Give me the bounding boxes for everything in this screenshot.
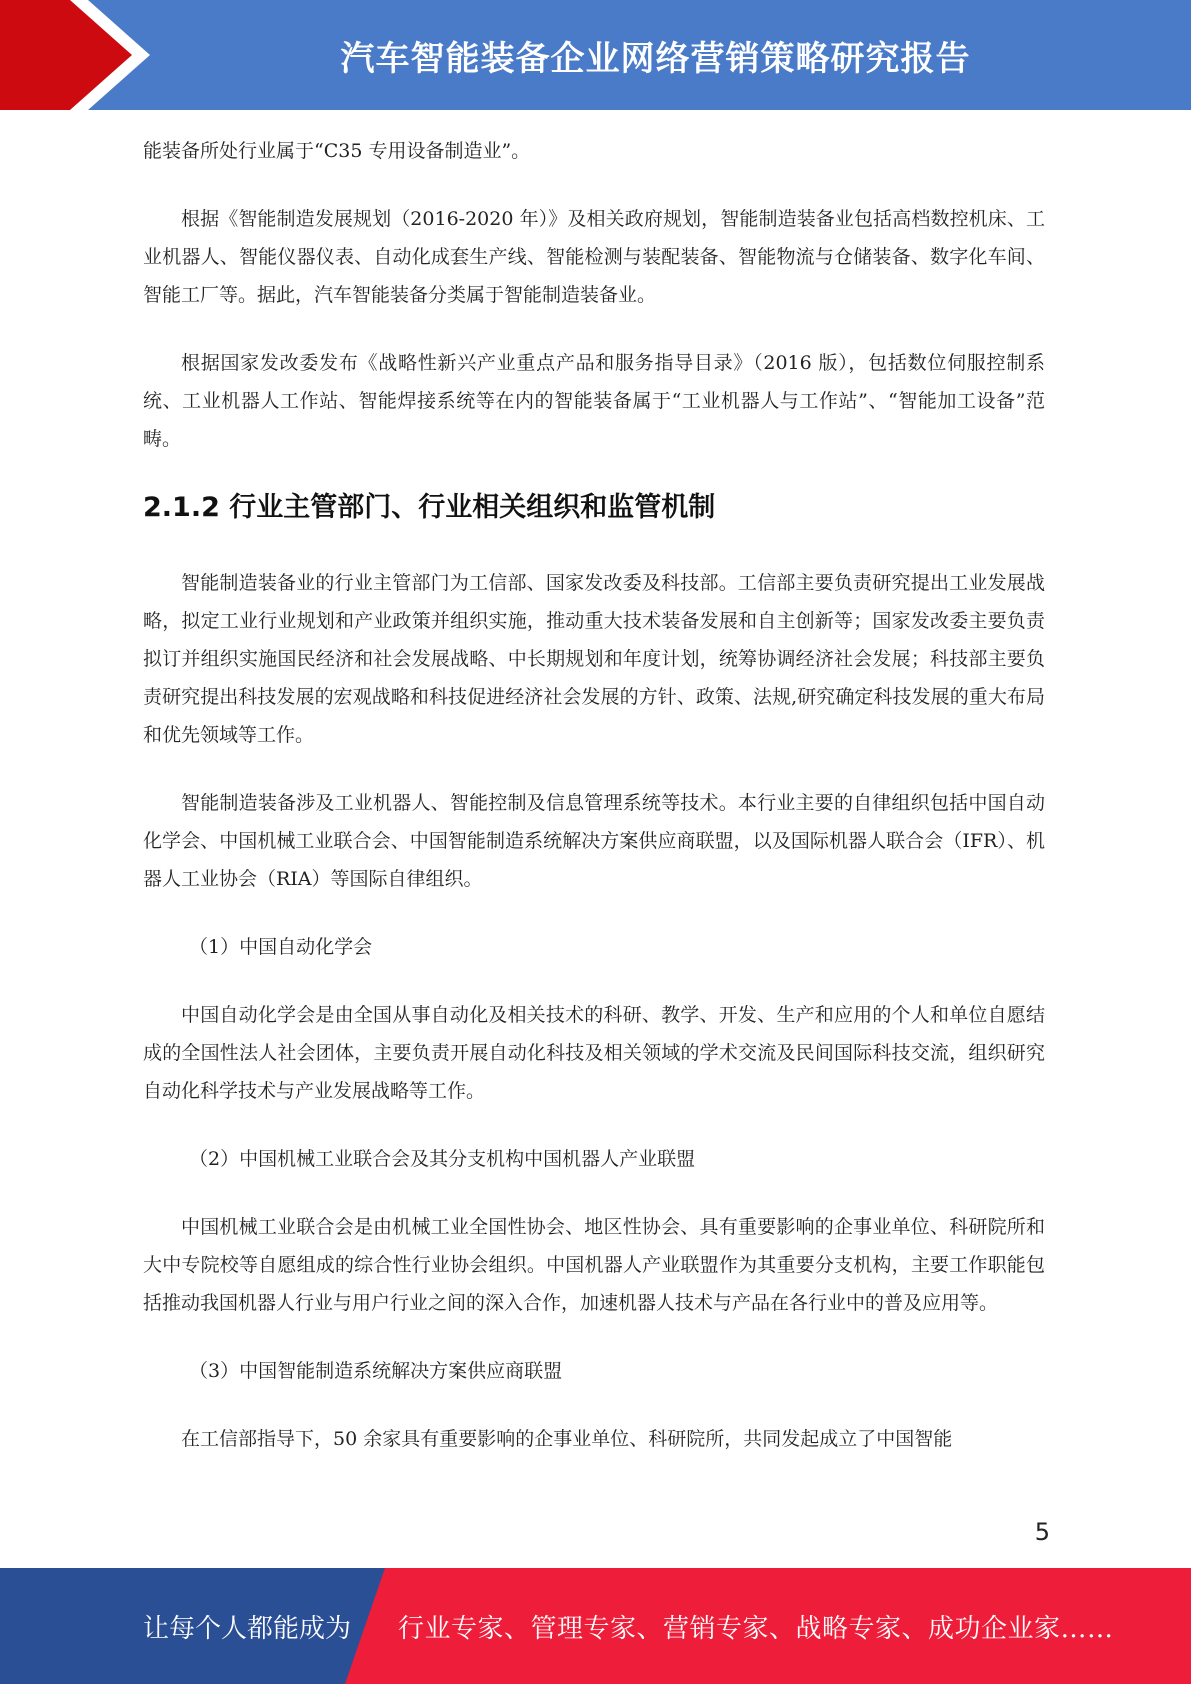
- paragraph-7: 中国机械工业联合会是由机械工业全国性协会、地区性协会、具有重要影响的企事业单位、科研院所和大中专院校等自愿组成的综合性行业协会组织。中国机器人产业联盟作为其重要分支机构，主要工作职能包括推动我国机器人行业与用户行业之间的深入合作，加速机器人技术与产品在各行业中的普及应用等。: [143, 1216, 1045, 1314]
- footer-slogan-left: 让每个人都能成为: [143, 1613, 352, 1644]
- report-title: 汽车智能装备企业网络营销策略研究报告: [340, 38, 971, 79]
- document-body: [143, 132, 1045, 1488]
- section-heading: 2.1.2 行业主管部门、行业相关组织和监管机制: [143, 492, 716, 523]
- paragraph-5: 智能制造装备涉及工业机器人、智能控制及信息管理系统等技术。本行业主要的自律组织包括中国自动化学会、中国机械工业联合会、中国智能制造系统解决方案供应商联盟，以及国际机器人联合会（IFR）、机器人工业协会（RIA）等国际自律组织。: [143, 792, 1045, 890]
- paragraph-1: 能装备所处行业属于“C35 专用设备制造业”。: [143, 140, 531, 162]
- paragraph-2: 根据《智能制造发展规划（2016-2020 年）》及相关政府规划，智能制造装备业包括高档数控机床、工业机器人、智能仪器仪表、自动化成套生产线、智能检测与装配装备、智能物流与仓储装备、数字化车间、智能工厂等。据此，汽车智能装备分类属于智能制造装备业。: [143, 208, 1045, 306]
- page-number: 5: [1034, 1518, 1050, 1546]
- footer-slogan-right: 行业专家、管理专家、营销专家、战略专家、成功企业家……: [398, 1613, 1114, 1644]
- list-item-1: （1）中国自动化学会: [189, 936, 373, 958]
- paragraph-4: 智能制造装备业的行业主管部门为工信部、国家发改委及科技部。工信部主要负责研究提出工业发展战略，拟定工业行业规划和产业政策并组织实施，推动重大技术装备发展和自主创新等；国家发改委主要负责拟订并组织实施国民经济和社会发展战略、中长期规划和年度计划，统筹协调经济社会发展；科技部主要负责研究提出科技发展的宏观战略和科技促进经济社会发展的方针、政策、法规,研究确定科技发展的重大布局和优先领域等工作。: [143, 572, 1045, 746]
- header-bar: [0, 0, 1191, 110]
- list-item-2: （2）中国机械工业联合会及其分支机构中国机器人产业联盟: [189, 1148, 696, 1170]
- paragraph-3: 根据国家发改委发布《战略性新兴产业重点产品和服务指导目录》（2016 版），包括数位伺服控制系统、工业机器人工作站、智能焊接系统等在内的智能装备属于“工业机器人与工作站”、“智能加工设备”范畴。: [143, 352, 1045, 450]
- list-item-3: （3）中国智能制造系统解决方案供应商联盟: [189, 1360, 563, 1382]
- paragraph-6: 中国自动化学会是由全国从事自动化及相关技术的科研、教学、开发、生产和应用的个人和单位自愿结成的全国性法人社会团体，主要负责开展自动化科技及相关领域的学术交流及民间国际科技交流，组织研究自动化科学技术与产业发展战略等工作。: [143, 1004, 1045, 1102]
- footer-banner: [0, 1568, 1191, 1684]
- paragraph-8: 在工信部指导下，50 余家具有重要影响的企事业单位、科研院所，共同发起成立了中国智能: [181, 1428, 953, 1450]
